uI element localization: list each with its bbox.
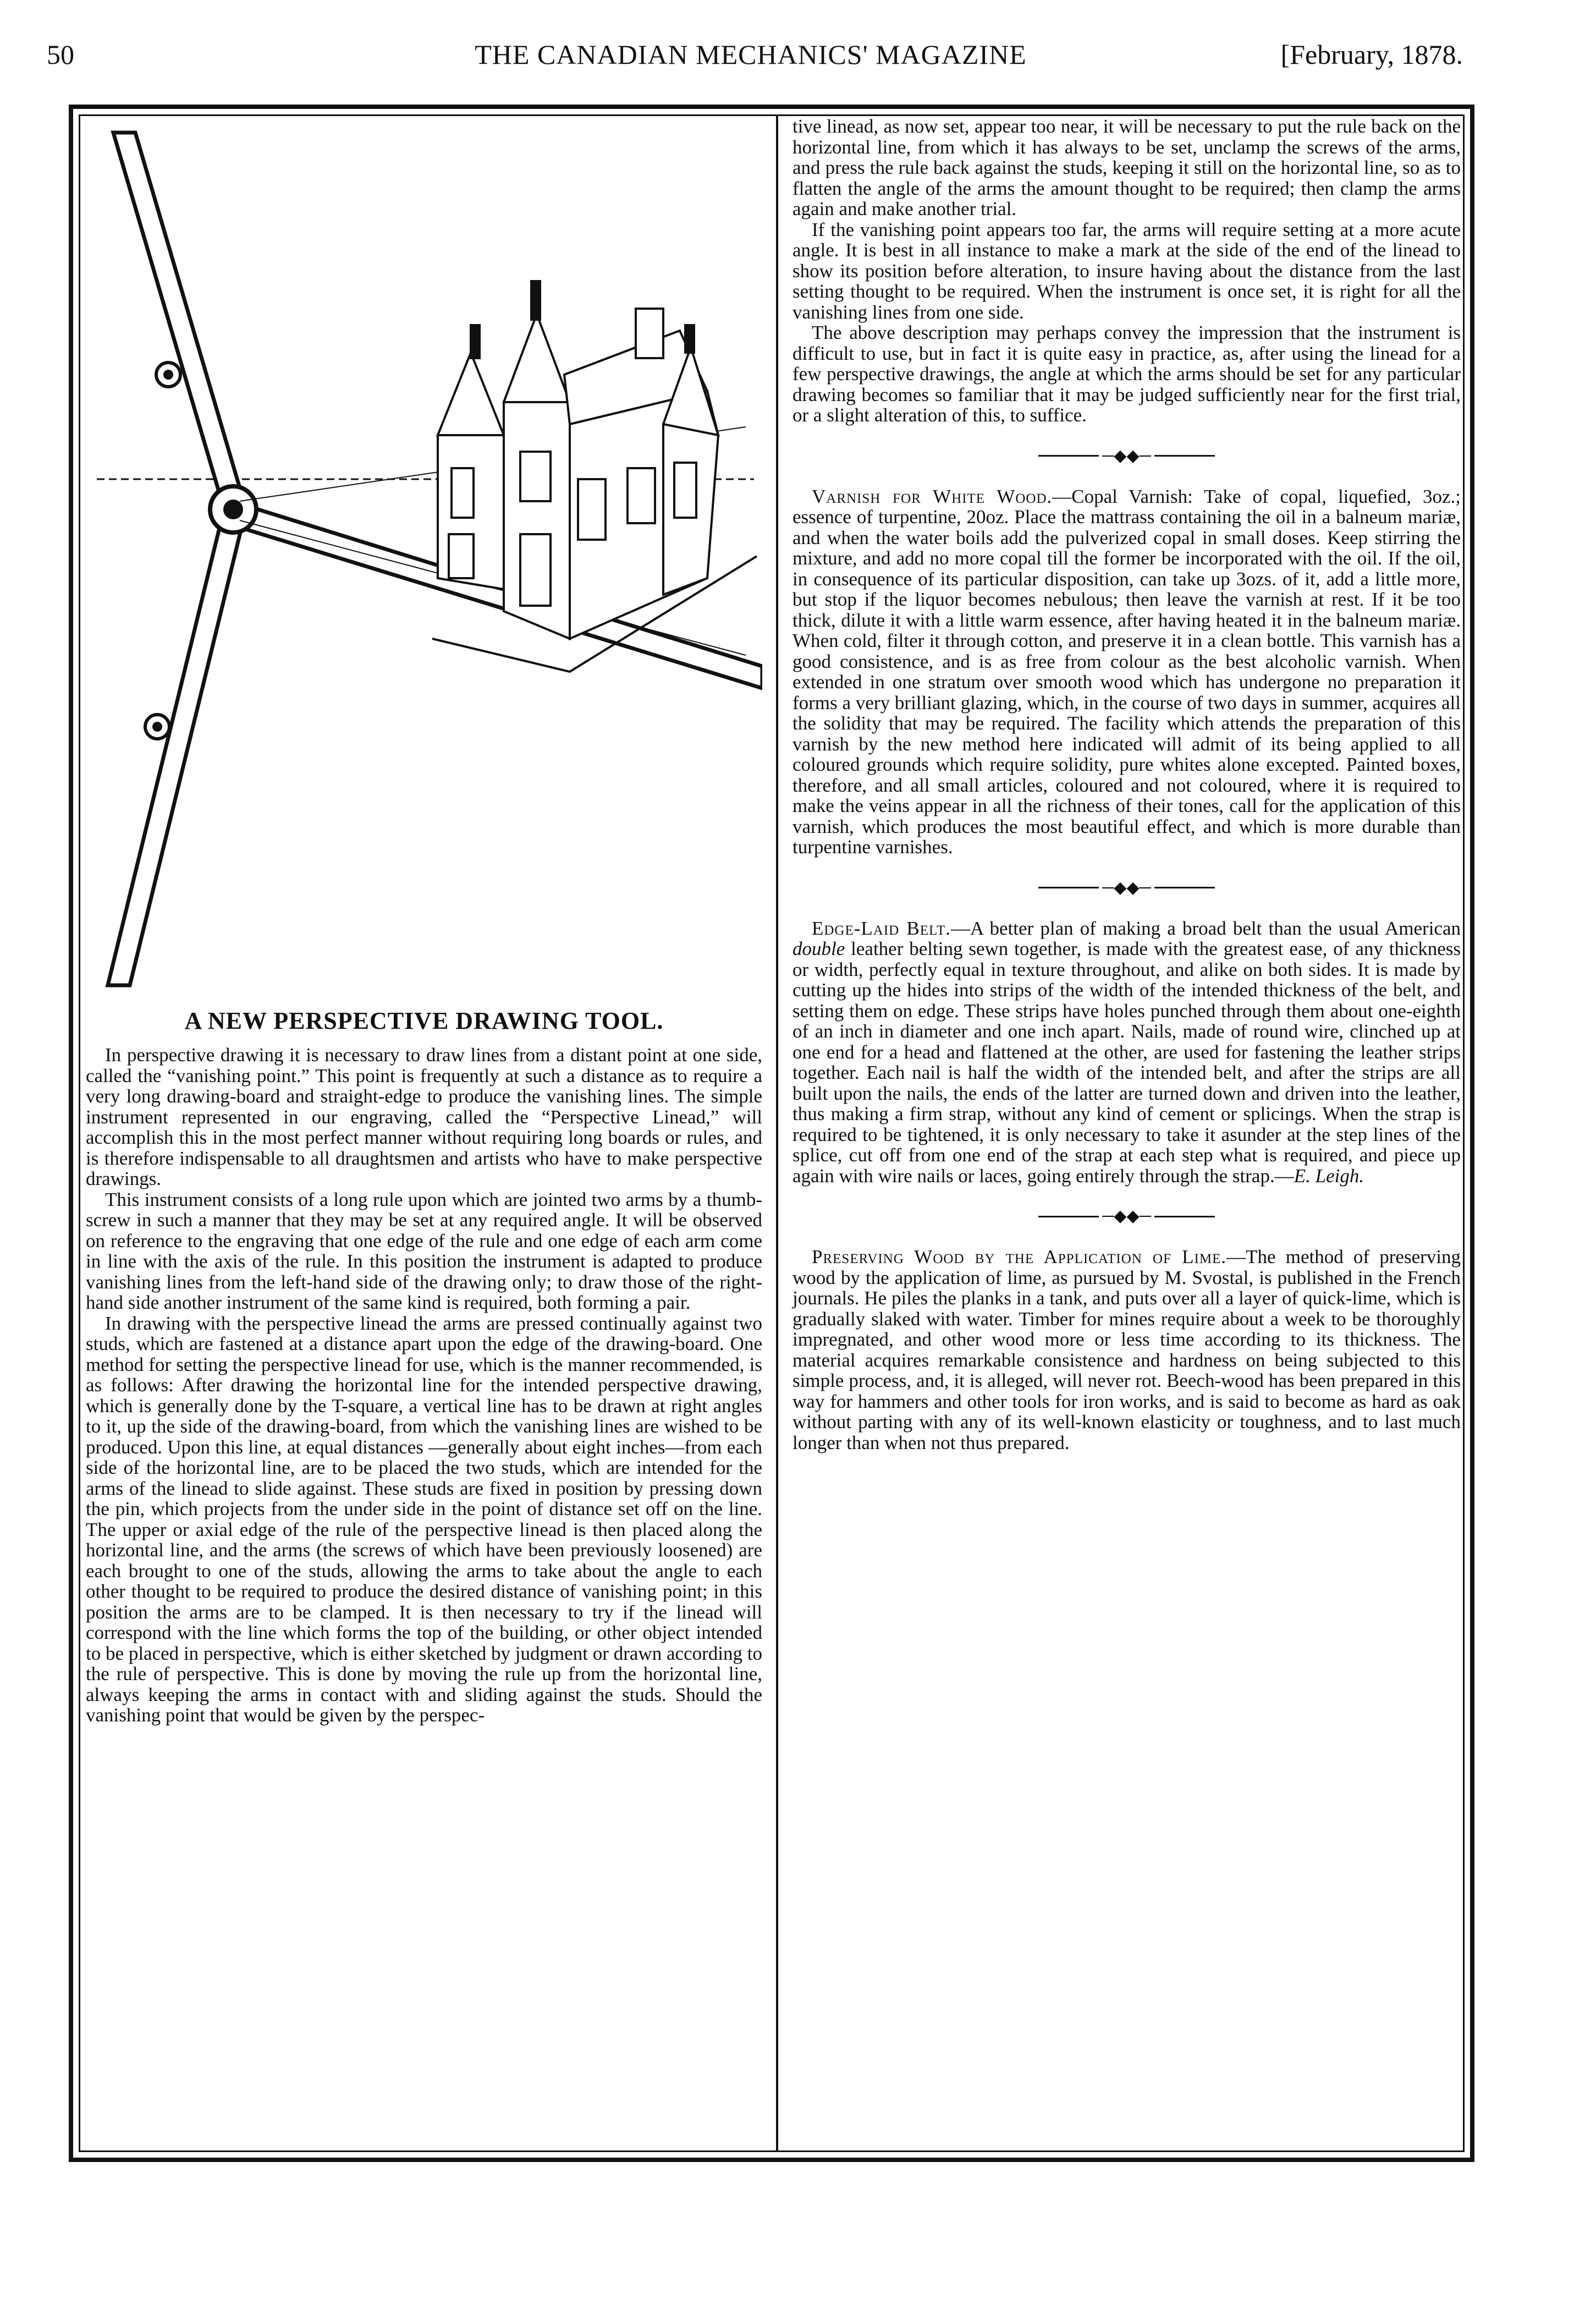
page-frame: [69, 105, 1474, 2162]
lime-section: [793, 1247, 1461, 1453]
engraving-figure: [86, 116, 762, 996]
page-frame-inner: [79, 114, 1465, 2152]
issue-date: [February, 1878.: [1280, 39, 1463, 70]
varnish-heading: Varnish for White Wood.: [812, 485, 1053, 507]
section-divider: ─◆◆─: [793, 426, 1461, 486]
article-continuation: [793, 116, 1461, 426]
column-divider: [776, 116, 778, 2150]
lime-body: —The method of preserving wood by the application of lime, as pursued by M. Svostal, is published in the French journals. He piles the planks in a tank, and puts over all a layer of quick-lime, which is gradually slaked with water. Timber for mines require about a week to be thoroughly impregnated, and other wood more or less time according to its thickness. The material acquires remarkable consistence and hardness on being subjected to this simple process, and, it is alleged, will never rot. Beech-wood has been prepared in this way for hammers and other tools for iron works, and is said to become as hard as oak without parting with any of its well-known elasticity or toughness, and to last much longer than when not thus prepared.: [793, 1246, 1461, 1453]
magazine-title: THE CANADIAN MECHANICS' MAGAZINE: [475, 39, 1027, 70]
belt-body-rest: leather belting sewn together, is made with the greatest ease, of any thickness or width, perfectly equal in texture throughout, and alike on both sides. It is made by cutting up the hides into strips of the width of the intended thickness of the belt, and setting them on edge. These strips have holes punched through them about one-eighth of an inch in diameter and one inch apart. Nails, made of round wire, clinched up at one end for a head and flattened at the other, are used for fastening the leather strips together. Each nail is half the width of the intended belt, and after the strips are all built upon the nails, the ends of the latter are turned down and driven into the leather, thus making a firm strap, without any kind of cement or splicings. When the strap is required to be tightened, it is only necessary to take it asunder at the step lines of the splice, cut off from one end of the strap at each step what is required, and piece up again with wire nails or laces, going entirely through the strap.—: [793, 938, 1461, 1187]
belt-section: [793, 918, 1461, 1187]
page-header: [38, 39, 1463, 83]
belt-emphasis: double: [793, 938, 845, 959]
article-paragraph: In drawing with the perspective linead the arms are pressed continually against two studs, which are fastened at a distance apart upon the edge of the drawing-board. One method for setting the perspective linead for use, which is the manner recommended, is as follows: After drawing the horizontal line for the intended perspective drawing, which is generally done by the T-square, a vertical line has to be drawn at right angles to it, up the side of the drawing-board, from which the vanishing lines are wished to be produced. Upon this line, at equal distances —generally about eight inches—from each side of the horizontal line, are to be placed the two studs, which are intended for the arms of the linead to slide against. These studs are fixed in position by pressing down the pin, which projects from the under side in the point of distance set off on the line. The upper or axial edge of the rule of the perspective linead is then placed along the horizontal line, and the arms (the screws of which have been previously loosened) are each brought to one of the studs, allowing the arms to take about the angle to each other thought to be required to produce the desired distance of vanishing point; in this position the arms are to be clamped. It is then necessary to try if the linead will correspond with the line which forms the top of the building, or other object intended to be placed in perspective, which is either sketched by judgment or drawn according to the rule of perspective. This is done by moving the rule up from the horizontal line, always keeping the arms in contact with and sliding against the studs. Should the vanishing point that would be given by the perspec-: [86, 1312, 762, 1726]
lime-heading: Preserving Wood by the Application of Lime.: [812, 1246, 1227, 1268]
page-number: 50: [47, 39, 74, 70]
article-paragraph: tive linead, as now set, appear too near, it will be necessary to put the rule back on the horizontal line, from which it has always to be set, unclamp the screws of the arms, and press the rule back against the studs, keeping it still on the horizontal line, so as to flatten the angle of the arms the amount thought to be required; then clamp the arms again and make another trial.: [793, 116, 1461, 220]
article-paragraph: This instrument consists of a long rule upon which are jointed two arms by a thumb-screw in such a manner that they may be set at any required angle. It will be observed on reference to the engraving that one edge of the rule and one edge of each arm come in line with the axis of the rule. In this position the instrument is adapted to produce vanishing lines from the left-hand side of the drawing only; to draw those of the right-hand side another instrument of the same kind is required, both forming a pair.: [86, 1188, 762, 1313]
house-illustration: [432, 281, 757, 672]
left-column: [86, 116, 762, 1726]
article-paragraph: If the vanishing point appears too far, the arms will require setting at a more acute angle. It is best in all instance to make a mark at the side of the end of the linead to show its position before alteration, to insure having about the distance from the last setting thought to be required. When the instrument is once set, it is right for all the vanishing lines from one side.: [793, 218, 1461, 323]
belt-body: —A better plan of making a broad belt than the usual American: [951, 917, 1461, 939]
section-divider: ─◆◆─: [793, 858, 1461, 918]
article-paragraph: The above description may perhaps convey the impression that the instrument is difficult to use, but in fact it is quite easy in practice, as, after using the linead for a few perspective drawings, the angle at which the arms should be set for any particular drawing becomes so familiar that it may be judged sufficiently near for the first trial, or a slight alteration of this, to suffice.: [793, 322, 1461, 426]
thumb-screw-center: [223, 500, 243, 519]
article-title: A NEW PERSPECTIVE DRAWING TOOL.: [184, 1007, 664, 1034]
linead-upper-arm: [113, 133, 245, 507]
belt-heading: Edge-Laid Belt.: [812, 917, 951, 939]
right-column: [793, 116, 1461, 1453]
article-paragraph: In perspective drawing it is necessary to draw lines from a distant point at one side, called the “vanishing point.” This point is frequently at such a distance as to require a very long drawing-board and straight-edge to produce the vanishing lines. The simple instrument represented in our engraving, called the “Perspective Linead,” will accomplish this in the most perfect manner without requiring long boards or rules, and is therefore indispensable to all draughtsmen and artists who have to make perspective drawings.: [86, 1044, 762, 1189]
section-divider: ─◆◆─: [793, 1186, 1461, 1247]
varnish-body: —Copal Varnish: Take of copal, liquefied, 3oz.; essence of turpentine, 20oz. Place the mattrass containing the oil in a balneum mariæ, and when the water boils add the pulverized copal in small doses. Keep stirring the mixture, and add no more copal till the former be incorporated with the oil. If the oil, in consequence of its particular disposition, can take up 3ozs. of it, add a little more, but stop if the liquor becomes nebulous; then leave the varnish at rest. If it be too thick, dilute it with a little warm essence, after having heated it in the balneum mariæ. When cold, filter it through cotton, and preserve it in a clean bottle. This varnish has a good consistence, and is as free from colour as the best alcoholic varnish. When extended in one stratum over smooth wood which has undergone no preparation it forms a very brilliant glazing, which, in the course of two days in summer, acquires all the solidity that may be required. The facility which attends the preparation of this varnish by the new method here indicated will admit of its being applied to all coloured grounds which require solidity, pure whites alone excepted. Painted boxes, therefore, and all small articles, coloured and not coloured, where it is required to make the veins appear in all the richness of their tones, call for the application of this varnish, which produces the most beautiful effect, and which is more durable than turpentine varnishes.: [793, 485, 1461, 858]
belt-author: E. Leigh.: [1294, 1165, 1364, 1187]
linead-lower-arm: [108, 512, 245, 985]
article-body: [86, 1045, 762, 1726]
varnish-section: [793, 486, 1461, 858]
perspective-linead-engraving: [86, 116, 762, 996]
